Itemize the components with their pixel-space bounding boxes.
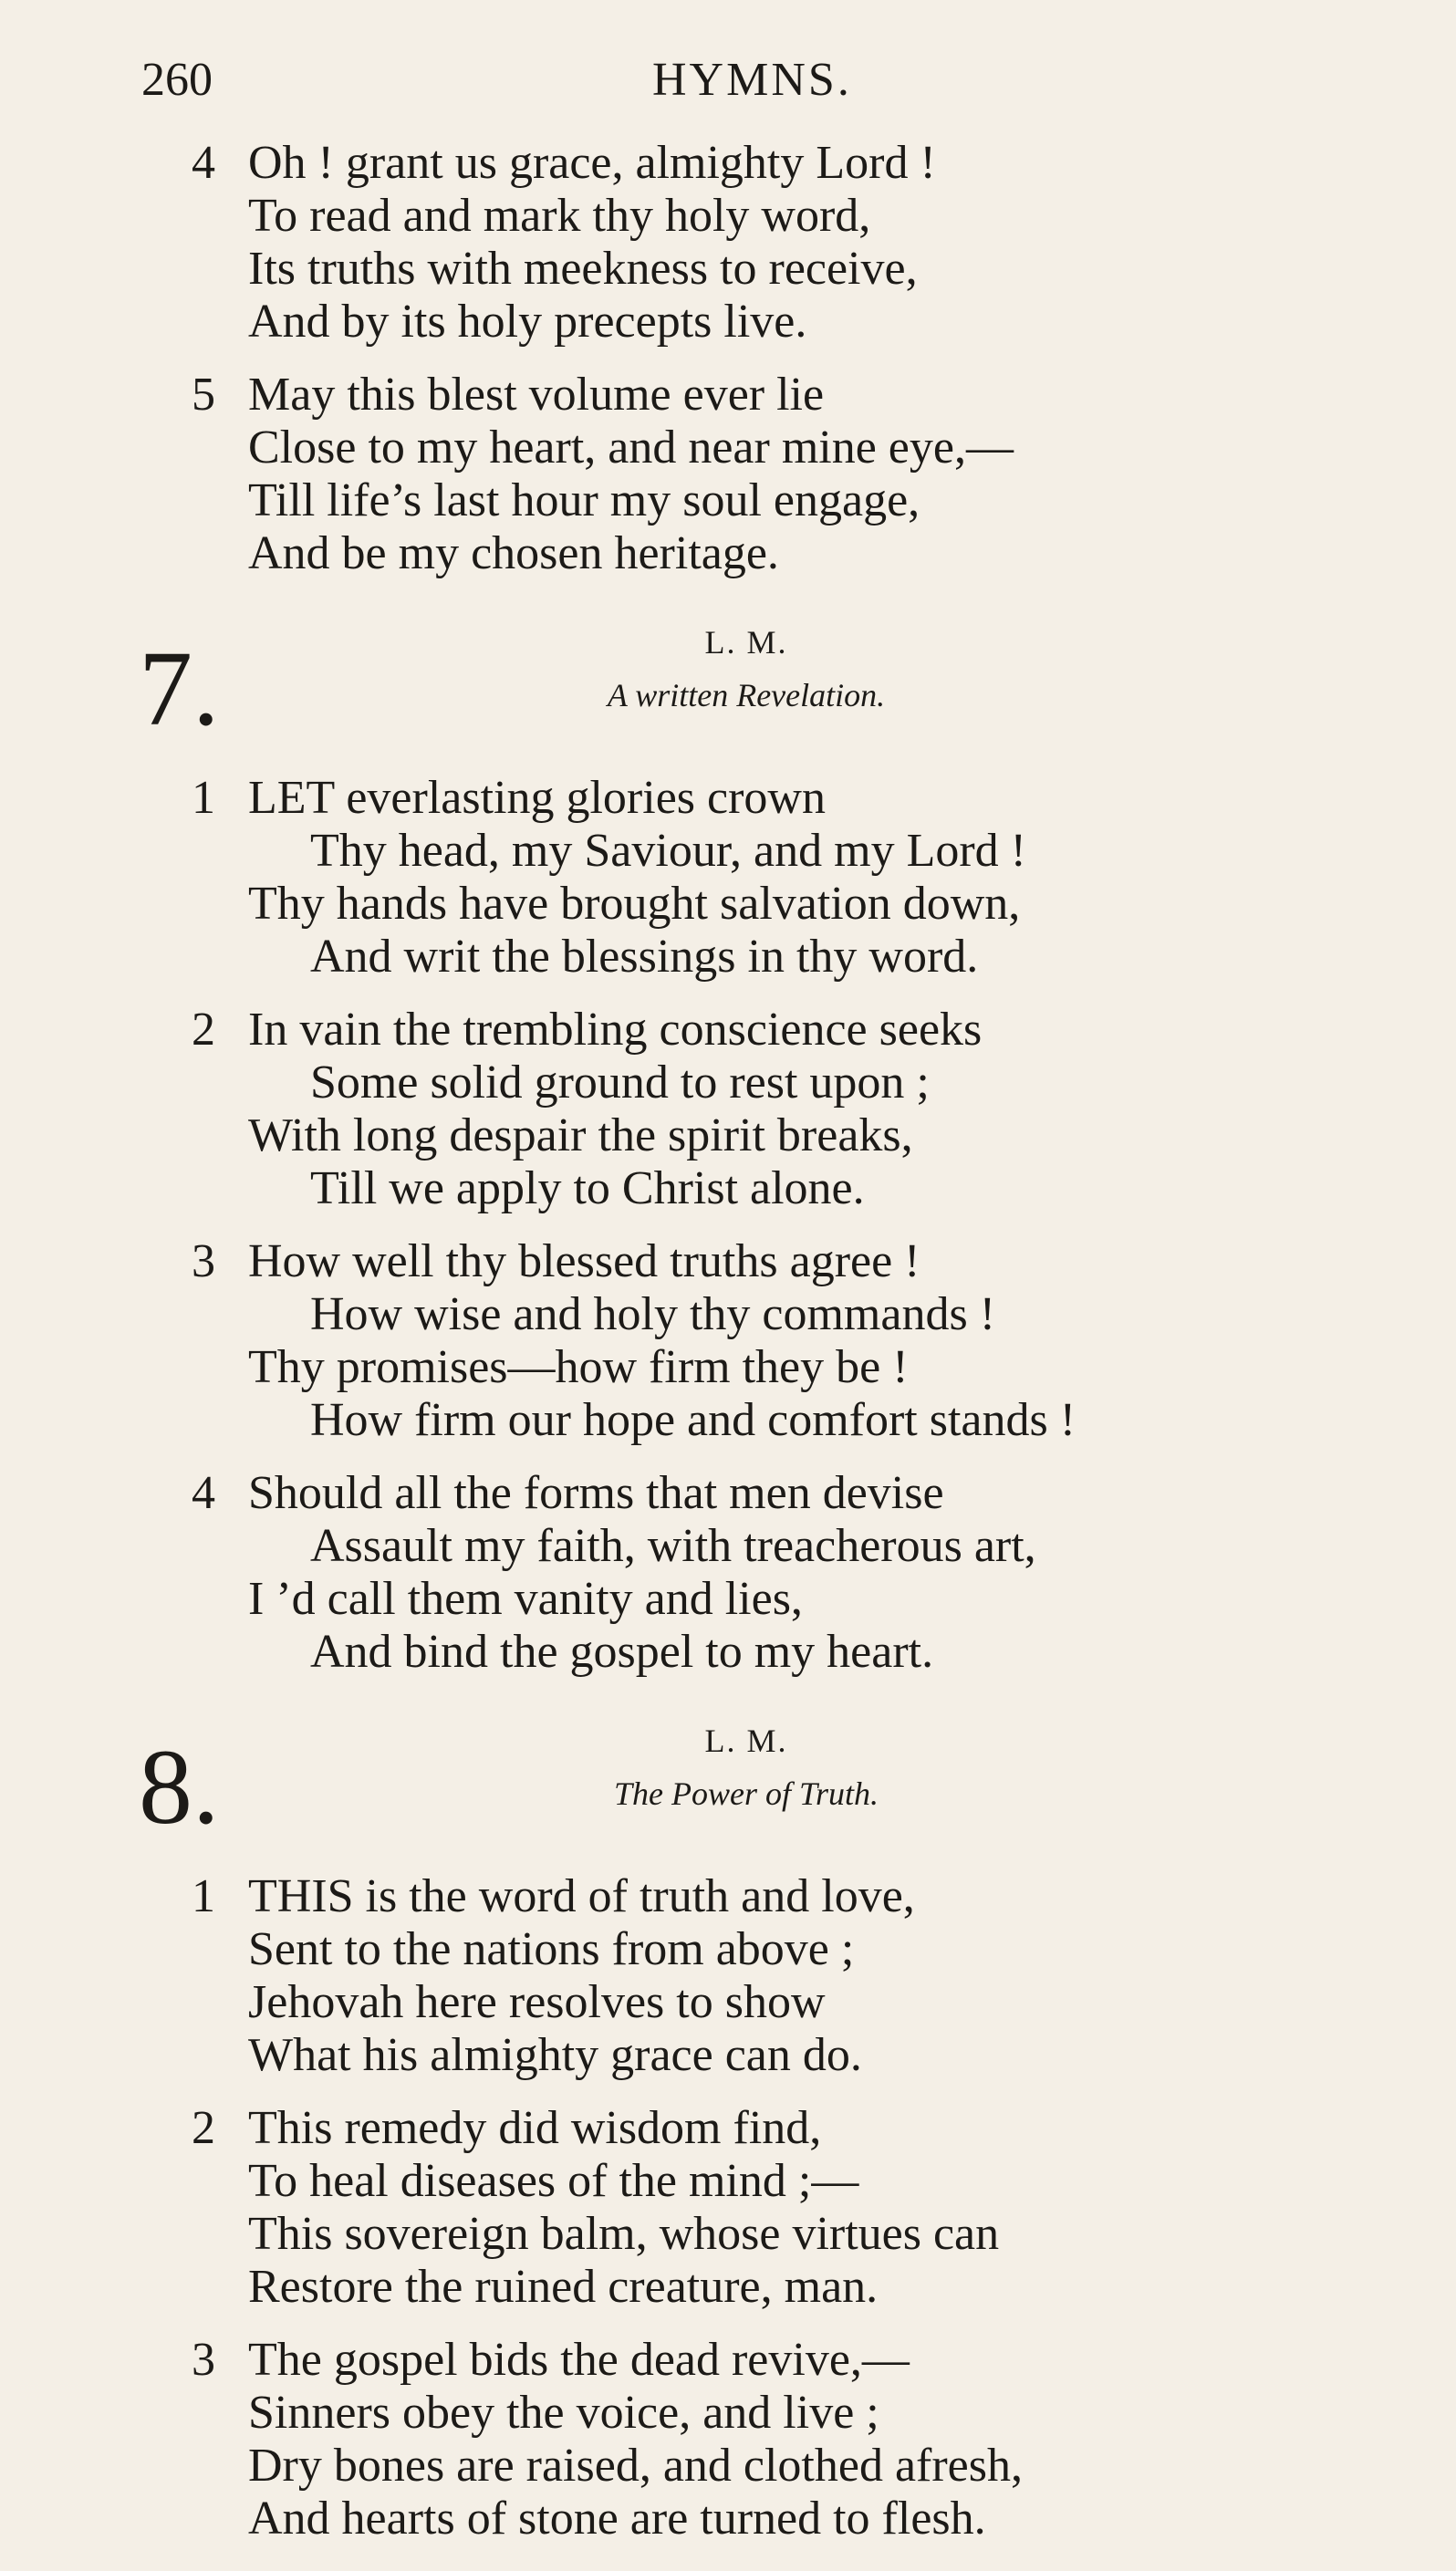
verse-line-text: And be my chosen heritage.: [248, 527, 779, 579]
verse-line: [0, 2029, 1456, 2082]
verse-line-text: To read and mark thy holy word,: [248, 190, 871, 242]
verse-line-text: To heal diseases of the mind ;—: [248, 2155, 859, 2207]
verse-line: [0, 190, 1456, 243]
verse: [0, 1004, 1456, 1215]
verse-line: [0, 1870, 1456, 1923]
verse: [0, 2102, 1456, 2314]
verse-line: [0, 474, 1456, 527]
verse-line: [0, 2155, 1456, 2208]
verse-line-text: Restore the ruined creature, man.: [248, 2261, 879, 2313]
verse-line: [0, 825, 1456, 878]
verse-line: [0, 2493, 1456, 2545]
verse-line-text: Sent to the nations from above ;: [248, 1923, 855, 1975]
hymn-7: [0, 617, 1456, 1679]
verse-line: [0, 296, 1456, 349]
verse-line-text: Till life’s last hour my soul engage,: [248, 474, 920, 526]
verse-line-text: I ’d call them vanity and lies,: [248, 1573, 803, 1625]
verse-line: [0, 527, 1456, 580]
verse-line-text: Close to my heart, and near mine eye,—: [248, 422, 1014, 474]
verse-line: [0, 1109, 1456, 1162]
hymn-number: 8.: [139, 1727, 220, 1847]
verse-line-text: Oh ! grant us grace, almighty Lord !: [248, 137, 936, 189]
verse-line: [0, 1341, 1456, 1394]
verse-line: [0, 1004, 1456, 1057]
verse-line: [0, 1162, 1456, 1215]
verse-number: 1: [192, 772, 215, 824]
verse-line-text: Its truths with meekness to receive,: [248, 243, 918, 295]
verse-line: [0, 1976, 1456, 2029]
hymn-subtitle: A written Revelation.: [607, 677, 886, 713]
verse: [0, 2334, 1456, 2545]
hymn-8: [0, 1715, 1456, 2545]
verse-line-text: This remedy did wisdom find,: [248, 2102, 822, 2154]
verse-line-text: Till we apply to Christ alone.: [310, 1162, 865, 1214]
verse-line: [0, 369, 1456, 422]
verse-line-text: Should all the forms that men devise: [248, 1467, 944, 1519]
hymn-meter: L. M.: [704, 624, 788, 661]
verse-line-text: Jehovah here resolves to show: [248, 1976, 826, 2028]
verse-line: [0, 2102, 1456, 2155]
verse-line: [0, 137, 1456, 190]
verse-line-text: May this blest volume ever lie: [248, 369, 825, 421]
verse-number: 4: [192, 1467, 215, 1519]
verse-line-text: Thy hands have brought salvation down,: [248, 878, 1021, 930]
verse-line: [0, 2334, 1456, 2387]
verse: [0, 772, 1456, 984]
verse: [0, 1235, 1456, 1447]
verse-line: [0, 1573, 1456, 1626]
verse-line: [0, 1467, 1456, 1520]
verse-line-text: And hearts of stone are turned to flesh.: [248, 2493, 986, 2545]
verse-line: [0, 772, 1456, 825]
verse-line-text: In vain the trembling conscience seeks: [248, 1004, 983, 1056]
verse-number: 4: [192, 137, 215, 189]
verse-line-text: What his almighty grace can do.: [248, 2029, 862, 2081]
verse-number: 3: [192, 1235, 215, 1287]
verse-line: [0, 1235, 1456, 1288]
verse-number: 1: [192, 1870, 215, 1922]
verse-line-text: And by its holy precepts live.: [248, 296, 807, 348]
verse-line: [0, 1520, 1456, 1573]
verse-line: [0, 1394, 1456, 1447]
verse-line-text: Some solid ground to rest upon ;: [310, 1057, 930, 1109]
verse-line: [0, 2387, 1456, 2440]
verse-line: [0, 243, 1456, 296]
hymn-heading: [0, 1715, 1456, 1861]
verse-line-text: Dry bones are raised, and clothed afresh,: [248, 2440, 1023, 2492]
verse-line: [0, 931, 1456, 984]
verse-line-text: Assault my faith, with treacherous art,: [310, 1520, 1036, 1572]
verse-line-text: And writ the blessings in thy word.: [310, 931, 979, 983]
verse-line-text: How wise and holy thy commands !: [310, 1288, 996, 1340]
verse-line: [0, 1057, 1456, 1109]
verse-line-text: With long despair the spirit breaks,: [248, 1109, 913, 1161]
verse-line: [0, 2261, 1456, 2314]
verse-number: 2: [192, 2102, 215, 2154]
verse-line-text: Sinners obey the voice, and live ;: [248, 2387, 879, 2439]
page-header: [141, 44, 1291, 117]
verse: [0, 369, 1456, 580]
verse-line: [0, 878, 1456, 931]
verse-line: [0, 2440, 1456, 2493]
verse: [0, 1467, 1456, 1679]
hymn-continuation: [0, 137, 1456, 580]
verse-number: 3: [192, 2334, 215, 2386]
verse-line-text: The gospel bids the dead revive,—: [248, 2334, 910, 2386]
verse-line: [0, 1288, 1456, 1341]
verse-line: [0, 1626, 1456, 1679]
verse: [0, 1870, 1456, 2082]
verse-line-text: And bind the gospel to my heart.: [310, 1626, 934, 1678]
verse-line-text: THIS is the word of truth and love,: [248, 1870, 915, 1922]
hymn-subtitle: The Power of Truth.: [613, 1775, 879, 1812]
hymn-heading: [0, 617, 1456, 763]
hymn-meter: L. M.: [704, 1723, 788, 1759]
running-head-title: HYMNS.: [652, 54, 852, 106]
page-number: 260: [141, 54, 213, 106]
verse-number: 5: [192, 369, 215, 421]
hymn-number: 7.: [139, 629, 220, 748]
hymn-body: [0, 137, 1456, 2566]
verse-line-text: How firm our hope and comfort stands !: [310, 1394, 1076, 1446]
verse-number: 2: [192, 1004, 215, 1056]
verse-line: [0, 422, 1456, 474]
verse: [0, 137, 1456, 349]
verse-line: [0, 1923, 1456, 1976]
verse-line: [0, 2208, 1456, 2261]
verse-line-text: This sovereign balm, whose virtues can: [248, 2208, 1000, 2260]
verse-line-text: LET everlasting glories crown: [248, 772, 826, 824]
verse-line-text: Thy head, my Saviour, and my Lord !: [310, 825, 1026, 877]
verse-line-text: Thy promises—how firm they be !: [248, 1341, 909, 1393]
verse-line-text: How well thy blessed truths agree !: [248, 1235, 920, 1287]
